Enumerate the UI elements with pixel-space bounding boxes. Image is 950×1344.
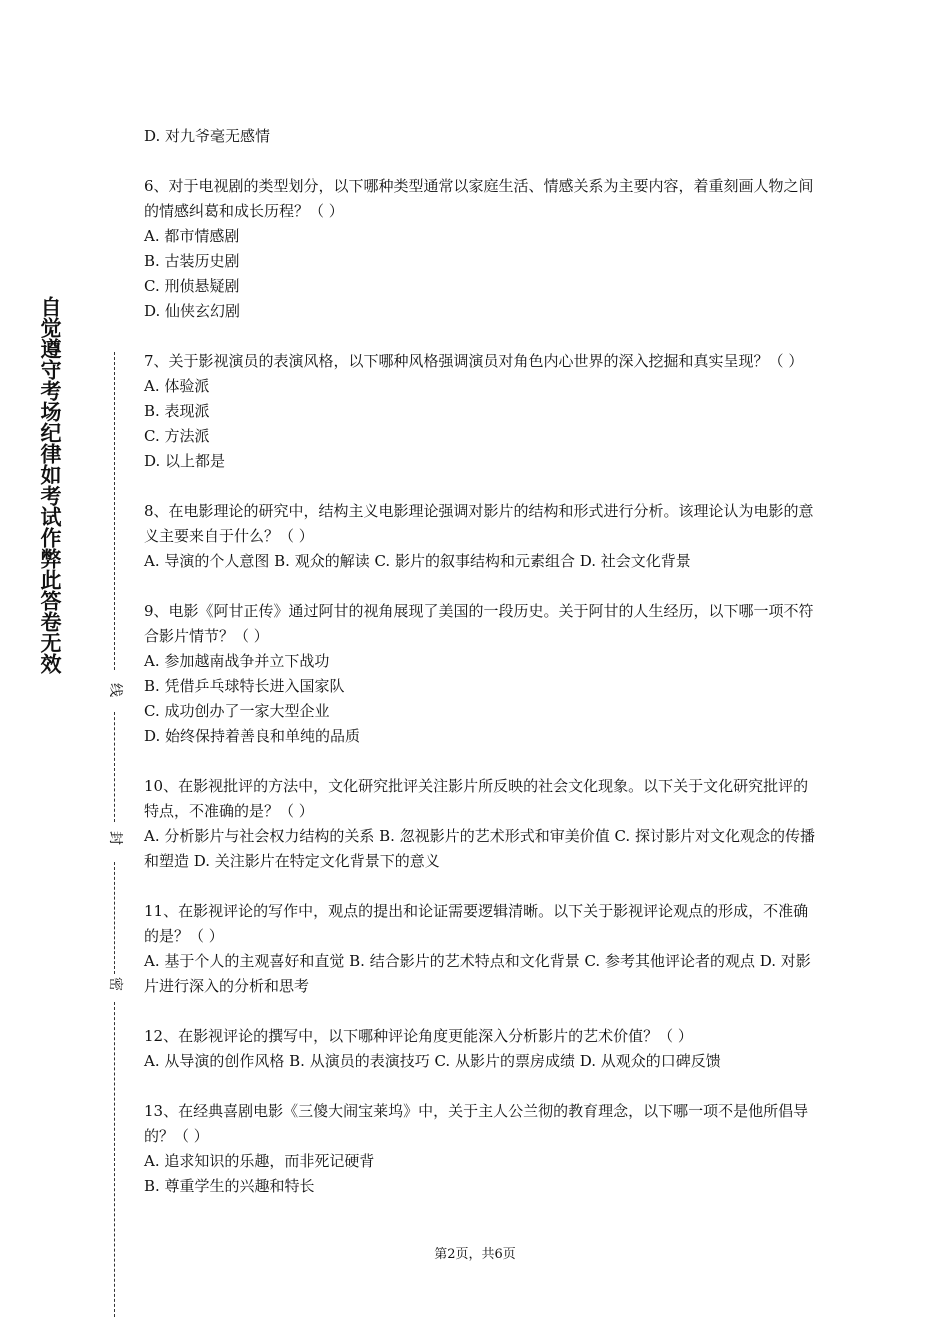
- question-stem: 8、在电影理论的研究中，结构主义电影理论强调对影片的结构和形式进行分析。该理论认为电影的意义主要来自于什么？（ ）: [144, 502, 814, 545]
- question-8: [144, 499, 819, 574]
- binding-label-secret: 密: [107, 977, 123, 991]
- question-stem: 9、电影《阿甘正传》通过阿甘的视角展现了美国的一段历史。关于阿甘的人生经历，以下哪一项不符合影片情节？（ ）: [144, 602, 814, 645]
- dashed-line-segment: [114, 1002, 115, 1317]
- question-11: [144, 899, 819, 999]
- option: B. 表现派: [144, 402, 210, 420]
- question-13: [144, 1099, 819, 1199]
- page-number: 第2页，共6页: [434, 1247, 516, 1262]
- question-12: [144, 1024, 819, 1074]
- option: D. 仙侠玄幻剧: [144, 302, 241, 320]
- binding-line: [104, 352, 124, 1317]
- question-6: [144, 174, 819, 324]
- question-list: [144, 124, 819, 1224]
- question-9: [144, 599, 819, 749]
- inline-options: A. 从导演的创作风格 B. 从演员的表演技巧 C. 从影片的票房成绩 D. 从观众的口碑反馈: [144, 1052, 721, 1070]
- question-10: [144, 774, 819, 874]
- question-7: [144, 349, 819, 474]
- option: A. 体验派: [144, 377, 210, 395]
- question-stem: 13、在经典喜剧电影《三傻大闹宝莱坞》中，关于主人公兰彻的教育理念，以下哪一项不是他所倡导的？（ ）: [144, 1102, 809, 1145]
- question-stem: 12、在影视评论的撰写中，以下哪种评论角度更能深入分析影片的艺术价值？（ ）: [144, 1027, 693, 1045]
- option: C. 方法派: [144, 427, 210, 445]
- option: D. 始终保持着善良和单纯的品质: [144, 727, 361, 745]
- option: C. 刑侦悬疑剧: [144, 277, 240, 295]
- question-stem: 10、在影视批评的方法中，文化研究批评关注影片所反映的社会文化现象。以下关于文化研究批评的特点，不准确的是？（ ）: [144, 777, 809, 820]
- option: D. 对九爷毫无感情: [144, 127, 271, 145]
- inline-options: A. 导演的个人意图 B. 观众的解读 C. 影片的叙事结构和元素组合 D. 社会文化背景: [144, 552, 691, 570]
- binding-label-seal: 封: [107, 831, 123, 845]
- inline-options: A. 基于个人的主观喜好和直觉 B. 结合影片的艺术特点和文化背景 C. 参考其他评论者的观点 D. 对影片进行深入的分析和思考: [144, 952, 811, 995]
- question-stem: 7、关于影视演员的表演风格，以下哪种风格强调演员对角色内心世界的深入挖掘和真实呈现？（ ）: [144, 352, 804, 370]
- option: A. 参加越南战争并立下战功: [144, 652, 330, 670]
- question-stem: 6、对于电视剧的类型划分，以下哪种类型通常以家庭生活、情感关系为主要内容，着重刻画人物之间的情感纠葛和成长历程？（ ）: [144, 177, 814, 220]
- question-stem: 11、在影视评论的写作中，观点的提出和论证需要逻辑清晰。以下关于影视评论观点的形成，不准确的是？（ ）: [144, 902, 809, 945]
- option: C. 成功创办了一家大型企业: [144, 702, 330, 720]
- option: A. 都市情感剧: [144, 227, 240, 245]
- dashed-line-segment: [114, 862, 115, 974]
- option: B. 凭借乒乓球特长进入国家队: [144, 677, 345, 695]
- dashed-line-segment: [114, 352, 115, 670]
- binding-label-line: 线: [107, 683, 123, 697]
- dashed-line-segment: [114, 712, 115, 822]
- option: B. 古装历史剧: [144, 252, 240, 270]
- inline-options: A. 分析影片与社会权力结构的关系 B. 忽视影片的艺术形式和审美价值 C. 探讨影片对文化观念的传播和塑造 D. 关注影片在特定文化背景下的意义: [144, 827, 815, 870]
- option: B. 尊重学生的兴趣和特长: [144, 1177, 315, 1195]
- option: D. 以上都是: [144, 452, 226, 470]
- option: A. 追求知识的乐趣，而非死记硬背: [144, 1152, 375, 1170]
- exam-discipline-notice: 自觉遵守考场纪律如考试作弊此答卷无效: [38, 296, 62, 674]
